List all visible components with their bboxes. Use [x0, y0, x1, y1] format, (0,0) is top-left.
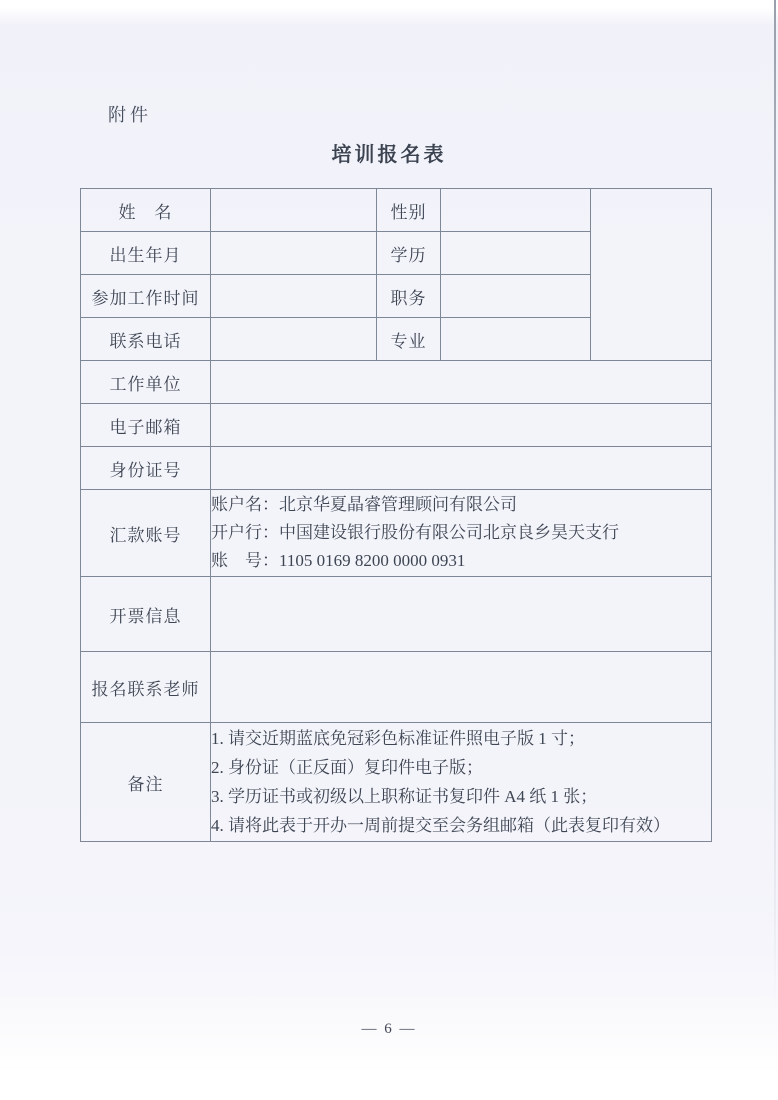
table-row-contact-teacher [81, 652, 712, 723]
table-row-remittance [81, 490, 712, 577]
field-label-name: 姓 名 [81, 189, 211, 232]
field-label-major: 专业 [377, 318, 441, 361]
field-cell-id-number [211, 447, 712, 490]
field-label-remarks: 备注 [81, 723, 211, 842]
table-row-invoice [81, 577, 712, 652]
field-label-position: 职务 [377, 275, 441, 318]
remittance-account-name: 账户名：北京华夏晶睿管理顾问有限公司 [211, 495, 517, 514]
page-title: 培训报名表 [331, 144, 447, 166]
field-label-work-start: 参加工作时间 [81, 275, 211, 318]
table-row-name-gender [81, 189, 712, 232]
registration-form-table [80, 188, 712, 842]
remark-item-2: 2. 身份证（正反面）复印件电子版； [211, 758, 483, 777]
remittance-info-cell [211, 490, 712, 577]
field-cell-invoice [211, 577, 712, 652]
remark-item-1: 1. 请交近期蓝底免冠彩色标准证件照电子版 1 寸； [211, 729, 585, 748]
remark-item-3: 3. 学历证书或初级以上职称证书复印件 A4 纸 1 张； [211, 787, 598, 806]
field-label-contact-teacher: 报名联系老师 [81, 652, 211, 723]
field-label-phone: 联系电话 [81, 318, 211, 361]
field-cell-education [441, 232, 591, 275]
table-row-remarks [81, 723, 712, 842]
field-label-employer: 工作单位 [81, 361, 211, 404]
field-label-birthdate: 出生年月 [81, 232, 211, 275]
field-cell-position [441, 275, 591, 318]
field-label-id-number: 身份证号 [81, 447, 211, 490]
field-cell-email [211, 404, 712, 447]
page-number: — 6 — [361, 1021, 417, 1037]
field-cell-phone [211, 318, 377, 361]
remark-item-4: 4. 请将此表于开办一周前提交至会务组邮箱（此表复印有效） [211, 816, 670, 835]
table-row-id-number [81, 447, 712, 490]
remarks-cell [211, 723, 712, 842]
field-label-email: 电子邮箱 [81, 404, 211, 447]
field-label-gender: 性别 [377, 189, 441, 232]
field-cell-contact-teacher [211, 652, 712, 723]
attachment-label: 附件 [108, 105, 152, 125]
field-cell-name [211, 189, 377, 232]
field-cell-gender [441, 189, 591, 232]
remittance-bank-branch: 开户行：中国建设银行股份有限公司北京良乡昊天支行 [211, 523, 619, 542]
table-row-employer [81, 361, 712, 404]
field-cell-birthdate [211, 232, 377, 275]
field-label-invoice: 开票信息 [81, 577, 211, 652]
field-label-education: 学历 [377, 232, 441, 275]
table-row-email [81, 404, 712, 447]
field-cell-employer [211, 361, 712, 404]
field-cell-major [441, 318, 591, 361]
photo-cell [591, 189, 712, 361]
field-label-remittance: 汇款账号 [81, 490, 211, 577]
field-cell-work-start [211, 275, 377, 318]
remittance-account-number: 账 号：1105 0169 8200 0000 0931 [211, 551, 466, 570]
